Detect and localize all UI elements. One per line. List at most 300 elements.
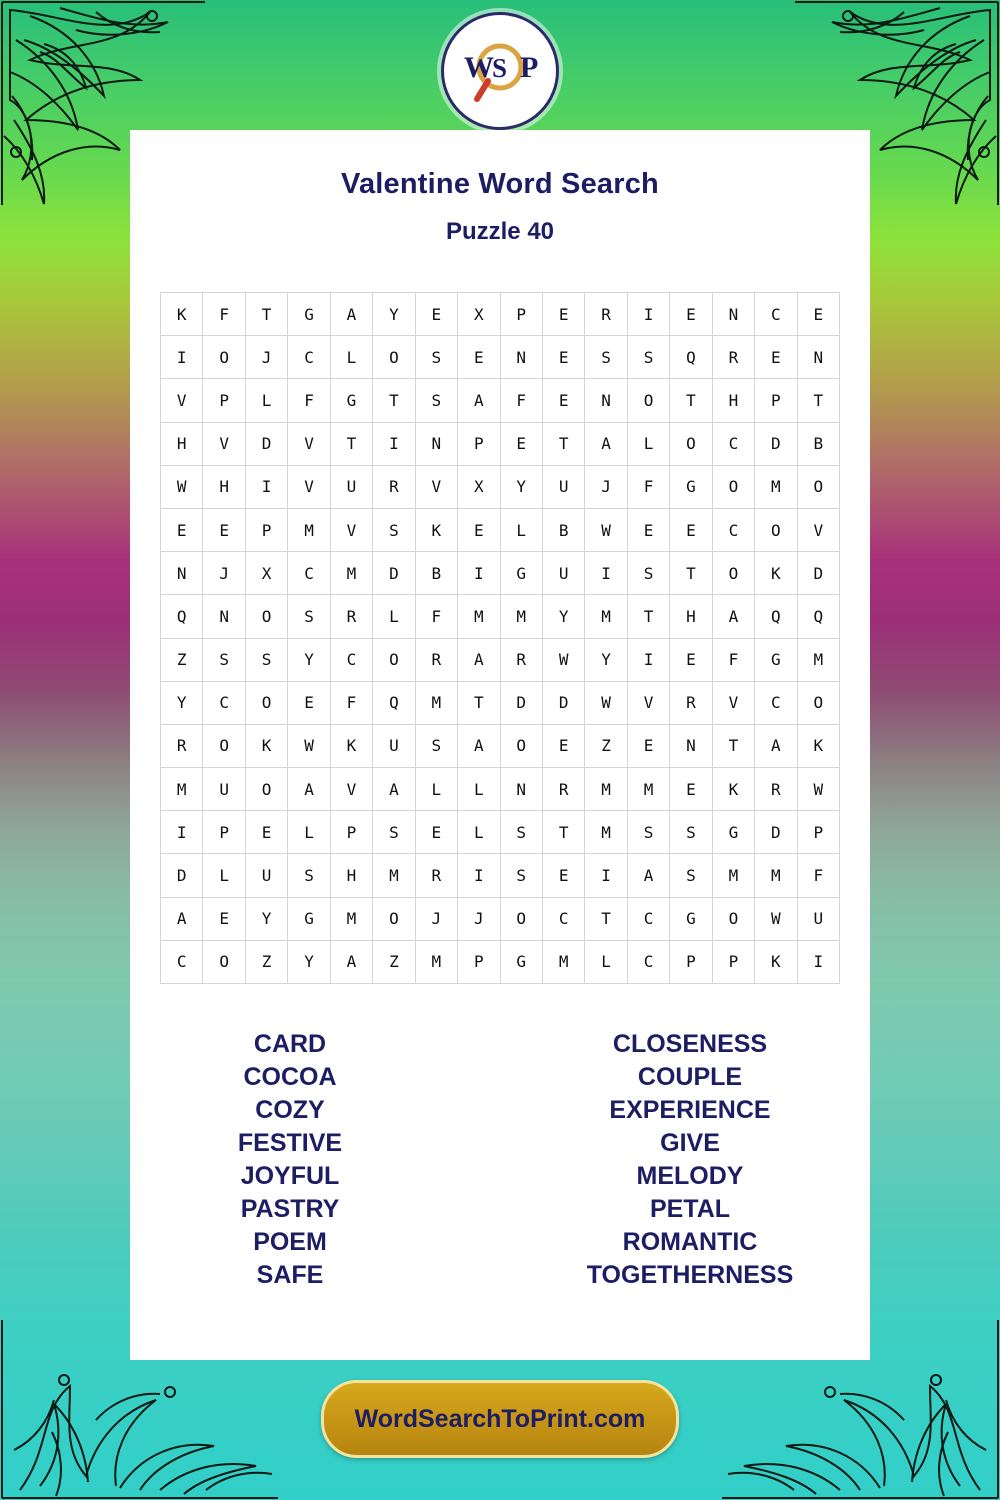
grid-cell[interactable]: E	[542, 336, 584, 379]
grid-cell[interactable]: P	[797, 811, 839, 854]
grid-cell[interactable]: J	[585, 465, 627, 508]
word-list-item[interactable]: SAFE	[256, 1261, 324, 1289]
grid-cell[interactable]: M	[542, 940, 584, 983]
grid-cell[interactable]: O	[245, 768, 287, 811]
grid-cell[interactable]: N	[500, 336, 542, 379]
grid-cell[interactable]: C	[627, 940, 669, 983]
grid-row	[161, 638, 840, 681]
grid-cell[interactable]: G	[712, 811, 754, 854]
grid-cell[interactable]: K	[712, 768, 754, 811]
grid-cell[interactable]: W	[542, 638, 584, 681]
grid-cell[interactable]: K	[755, 940, 797, 983]
grid-row	[161, 336, 840, 379]
word-search-grid-container	[160, 292, 840, 984]
grid-cell[interactable]: S	[627, 552, 669, 595]
grid-cell[interactable]: K	[330, 724, 372, 767]
grid-cell[interactable]: L	[500, 508, 542, 551]
grid-cell[interactable]: D	[755, 811, 797, 854]
grid-cell[interactable]: S	[373, 508, 415, 551]
grid-cell[interactable]: A	[712, 595, 754, 638]
grid-cell[interactable]: B	[797, 422, 839, 465]
grid-cell[interactable]: I	[161, 811, 203, 854]
grid-cell[interactable]: O	[712, 465, 754, 508]
grid-cell[interactable]: E	[542, 724, 584, 767]
grid-cell[interactable]: D	[161, 854, 203, 897]
grid-cell[interactable]: N	[500, 768, 542, 811]
grid-cell[interactable]: E	[670, 293, 712, 336]
grid-cell[interactable]: W	[755, 897, 797, 940]
grid-cell[interactable]: E	[797, 293, 839, 336]
grid-cell[interactable]: S	[500, 854, 542, 897]
word-list-item[interactable]: JOYFUL	[240, 1162, 340, 1190]
grid-cell[interactable]: M	[585, 595, 627, 638]
grid-cell[interactable]: F	[627, 465, 669, 508]
word-list-item[interactable]: FESTIVE	[237, 1129, 343, 1157]
grid-cell[interactable]: L	[245, 379, 287, 422]
grid-cell[interactable]: I	[458, 854, 500, 897]
grid-row	[161, 724, 840, 767]
grid-cell[interactable]: V	[288, 422, 330, 465]
word-list-item[interactable]: TOGETHERNESS	[586, 1261, 794, 1289]
grid-cell[interactable]: R	[755, 768, 797, 811]
grid-cell[interactable]: M	[330, 897, 372, 940]
grid-cell[interactable]: Z	[161, 638, 203, 681]
grid-cell[interactable]: I	[245, 465, 287, 508]
grid-cell[interactable]: E	[458, 336, 500, 379]
grid-cell[interactable]: E	[627, 724, 669, 767]
grid-cell[interactable]: C	[203, 681, 245, 724]
grid-cell[interactable]: H	[203, 465, 245, 508]
word-list-item[interactable]: GIVE	[660, 1129, 720, 1157]
grid-cell[interactable]: S	[373, 811, 415, 854]
grid-cell[interactable]: Q	[797, 595, 839, 638]
grid-cell[interactable]: O	[500, 724, 542, 767]
grid-cell[interactable]: T	[542, 422, 584, 465]
grid-cell[interactable]: M	[161, 768, 203, 811]
grid-cell[interactable]: Y	[161, 681, 203, 724]
website-badge[interactable]	[321, 1380, 679, 1458]
grid-cell[interactable]: C	[755, 681, 797, 724]
grid-cell[interactable]: F	[203, 293, 245, 336]
grid-cell[interactable]: M	[373, 854, 415, 897]
grid-cell[interactable]: O	[203, 724, 245, 767]
grid-cell[interactable]: A	[161, 897, 203, 940]
grid-cell[interactable]: R	[670, 681, 712, 724]
grid-cell[interactable]: G	[500, 552, 542, 595]
grid-cell[interactable]: G	[670, 465, 712, 508]
word-list-item[interactable]: ROMANTIC	[622, 1228, 758, 1256]
grid-cell[interactable]: P	[458, 422, 500, 465]
grid-cell[interactable]: L	[627, 422, 669, 465]
grid-cell[interactable]: P	[203, 379, 245, 422]
grid-row	[161, 552, 840, 595]
grid-cell[interactable]: E	[203, 508, 245, 551]
word-list-item[interactable]: CLOSENESS	[612, 1030, 768, 1058]
grid-cell[interactable]: J	[245, 336, 287, 379]
grid-cell[interactable]: F	[415, 595, 457, 638]
grid-cell[interactable]: E	[670, 638, 712, 681]
grid-cell[interactable]: H	[670, 595, 712, 638]
grid-cell[interactable]: E	[670, 768, 712, 811]
grid-cell[interactable]: O	[245, 681, 287, 724]
grid-cell[interactable]: O	[373, 897, 415, 940]
grid-cell[interactable]: G	[500, 940, 542, 983]
grid-cell[interactable]: L	[288, 811, 330, 854]
grid-cell[interactable]: L	[458, 768, 500, 811]
grid-cell[interactable]: B	[542, 508, 584, 551]
puzzle-sheet	[130, 130, 870, 1360]
grid-cell[interactable]: H	[712, 379, 754, 422]
grid-cell[interactable]: N	[161, 552, 203, 595]
grid-cell[interactable]: F	[288, 379, 330, 422]
grid-cell[interactable]: V	[330, 508, 372, 551]
grid-cell[interactable]: Q	[755, 595, 797, 638]
grid-cell[interactable]: S	[245, 638, 287, 681]
grid-row	[161, 940, 840, 983]
grid-cell[interactable]: O	[203, 336, 245, 379]
grid-cell[interactable]: L	[585, 940, 627, 983]
grid-cell[interactable]: L	[415, 768, 457, 811]
word-list-column-right	[570, 1028, 810, 1292]
word-list-item[interactable]: COZY	[255, 1096, 325, 1124]
grid-cell[interactable]: O	[712, 897, 754, 940]
grid-cell[interactable]: A	[288, 768, 330, 811]
grid-cell[interactable]: P	[670, 940, 712, 983]
grid-cell[interactable]: M	[415, 681, 457, 724]
grid-cell[interactable]: T	[712, 724, 754, 767]
grid-cell[interactable]: A	[330, 940, 372, 983]
grid-cell[interactable]: T	[330, 422, 372, 465]
word-list-item[interactable]: POEM	[253, 1228, 327, 1256]
grid-cell[interactable]: G	[755, 638, 797, 681]
grid-cell[interactable]: R	[330, 595, 372, 638]
grid-cell[interactable]: K	[245, 724, 287, 767]
grid-cell[interactable]: L	[458, 811, 500, 854]
grid-cell[interactable]: S	[627, 811, 669, 854]
grid-cell[interactable]: T	[670, 552, 712, 595]
grid-cell[interactable]: V	[712, 681, 754, 724]
grid-cell[interactable]: V	[797, 508, 839, 551]
grid-cell[interactable]: J	[415, 897, 457, 940]
grid-cell[interactable]: K	[797, 724, 839, 767]
grid-cell[interactable]: C	[288, 552, 330, 595]
grid-row	[161, 379, 840, 422]
grid-cell[interactable]: G	[288, 293, 330, 336]
grid-cell[interactable]: S	[627, 336, 669, 379]
grid-cell[interactable]: A	[458, 638, 500, 681]
grid-cell[interactable]: I	[161, 336, 203, 379]
grid-cell[interactable]: F	[500, 379, 542, 422]
grid-cell[interactable]: W	[585, 681, 627, 724]
grid-cell[interactable]: U	[542, 465, 584, 508]
grid-cell[interactable]: E	[500, 422, 542, 465]
grid-cell[interactable]: E	[542, 293, 584, 336]
grid-cell[interactable]: E	[415, 293, 457, 336]
grid-cell[interactable]: O	[203, 940, 245, 983]
grid-cell[interactable]: W	[288, 724, 330, 767]
grid-cell[interactable]: Y	[373, 293, 415, 336]
grid-cell[interactable]: P	[755, 379, 797, 422]
grid-cell[interactable]: A	[627, 854, 669, 897]
grid-cell[interactable]: G	[330, 379, 372, 422]
grid-cell[interactable]: F	[797, 854, 839, 897]
grid-cell[interactable]: Y	[288, 940, 330, 983]
grid-cell[interactable]: I	[627, 638, 669, 681]
grid-cell[interactable]: L	[330, 336, 372, 379]
page-title: Valentine Word Search	[341, 168, 659, 200]
grid-cell[interactable]: M	[500, 595, 542, 638]
grid-cell[interactable]: Q	[161, 595, 203, 638]
grid-cell[interactable]: Y	[542, 595, 584, 638]
grid-cell[interactable]: D	[500, 681, 542, 724]
grid-cell[interactable]: J	[458, 897, 500, 940]
grid-cell[interactable]: N	[203, 595, 245, 638]
grid-cell[interactable]: U	[330, 465, 372, 508]
grid-cell[interactable]: T	[373, 379, 415, 422]
grid-cell[interactable]: M	[627, 768, 669, 811]
grid-cell[interactable]: Y	[585, 638, 627, 681]
grid-cell[interactable]: R	[542, 768, 584, 811]
svg-text:S: S	[492, 53, 508, 83]
grid-cell[interactable]: E	[245, 811, 287, 854]
grid-cell[interactable]: P	[245, 508, 287, 551]
grid-cell[interactable]: E	[415, 811, 457, 854]
grid-cell[interactable]: R	[161, 724, 203, 767]
grid-cell[interactable]: M	[415, 940, 457, 983]
grid-cell[interactable]: A	[330, 293, 372, 336]
grid-cell[interactable]: W	[161, 465, 203, 508]
grid-cell[interactable]: O	[797, 465, 839, 508]
grid-cell[interactable]: I	[373, 422, 415, 465]
word-list-item[interactable]: CARD	[253, 1030, 327, 1058]
puzzle-number: Puzzle 40	[445, 218, 555, 245]
grid-cell[interactable]: P	[203, 811, 245, 854]
grid-cell[interactable]: R	[585, 293, 627, 336]
word-search-grid[interactable]	[160, 292, 840, 984]
grid-cell[interactable]: P	[330, 811, 372, 854]
grid-cell[interactable]: M	[585, 768, 627, 811]
word-list-item[interactable]: PETAL	[649, 1195, 731, 1223]
grid-cell[interactable]: P	[500, 293, 542, 336]
grid-cell[interactable]: N	[415, 422, 457, 465]
grid-cell[interactable]: J	[203, 552, 245, 595]
grid-cell[interactable]: E	[288, 681, 330, 724]
grid-cell[interactable]: M	[458, 595, 500, 638]
grid-cell[interactable]: V	[161, 379, 203, 422]
grid-row	[161, 811, 840, 854]
grid-cell[interactable]: S	[415, 724, 457, 767]
grid-cell[interactable]: M	[755, 854, 797, 897]
grid-row	[161, 293, 840, 336]
grid-cell[interactable]: N	[670, 724, 712, 767]
grid-cell[interactable]: Y	[288, 638, 330, 681]
grid-cell[interactable]: C	[755, 293, 797, 336]
grid-cell[interactable]: I	[627, 293, 669, 336]
grid-cell[interactable]: F	[712, 638, 754, 681]
grid-cell[interactable]: I	[585, 854, 627, 897]
grid-cell[interactable]: Z	[585, 724, 627, 767]
grid-cell[interactable]: R	[415, 854, 457, 897]
grid-cell[interactable]: M	[797, 638, 839, 681]
grid-cell[interactable]: W	[797, 768, 839, 811]
grid-cell[interactable]: O	[670, 422, 712, 465]
grid-cell[interactable]: G	[670, 897, 712, 940]
grid-cell[interactable]: A	[755, 724, 797, 767]
grid-cell[interactable]: F	[330, 681, 372, 724]
grid-row	[161, 422, 840, 465]
word-list-item[interactable]: PASTRY	[240, 1195, 340, 1223]
grid-cell[interactable]: C	[712, 508, 754, 551]
grid-cell[interactable]: Y	[245, 897, 287, 940]
grid-cell[interactable]: D	[797, 552, 839, 595]
grid-cell[interactable]: B	[415, 552, 457, 595]
grid-row	[161, 465, 840, 508]
grid-cell[interactable]: V	[288, 465, 330, 508]
grid-cell[interactable]: O	[712, 552, 754, 595]
word-list	[130, 1028, 870, 1292]
grid-cell[interactable]: H	[161, 422, 203, 465]
grid-cell[interactable]: C	[330, 638, 372, 681]
grid-cell[interactable]: I	[797, 940, 839, 983]
svg-text:P: P	[520, 51, 539, 84]
grid-cell[interactable]: Q	[670, 336, 712, 379]
grid-cell[interactable]: A	[585, 422, 627, 465]
grid-cell[interactable]: R	[373, 465, 415, 508]
grid-cell[interactable]: D	[373, 552, 415, 595]
grid-cell[interactable]: R	[415, 638, 457, 681]
grid-cell[interactable]: U	[245, 854, 287, 897]
grid-cell[interactable]: M	[755, 465, 797, 508]
word-list-item[interactable]: COUPLE	[637, 1063, 743, 1091]
grid-row	[161, 595, 840, 638]
svg-text:W: W	[464, 51, 494, 84]
grid-cell[interactable]: O	[627, 379, 669, 422]
grid-cell[interactable]: C	[542, 897, 584, 940]
grid-cell[interactable]: U	[542, 552, 584, 595]
grid-cell[interactable]: X	[245, 552, 287, 595]
grid-cell[interactable]: R	[712, 336, 754, 379]
grid-cell[interactable]: N	[585, 379, 627, 422]
grid-cell[interactable]: D	[755, 422, 797, 465]
grid-cell[interactable]: T	[585, 897, 627, 940]
grid-cell[interactable]: T	[797, 379, 839, 422]
grid-cell[interactable]: U	[797, 897, 839, 940]
grid-cell[interactable]: Z	[245, 940, 287, 983]
grid-cell[interactable]: S	[288, 595, 330, 638]
grid-cell[interactable]: O	[245, 595, 287, 638]
grid-cell[interactable]: S	[203, 638, 245, 681]
grid-cell[interactable]: X	[458, 293, 500, 336]
grid-cell[interactable]: C	[627, 897, 669, 940]
grid-cell[interactable]: H	[330, 854, 372, 897]
word-list-item[interactable]: COCOA	[243, 1063, 337, 1091]
grid-cell[interactable]: T	[670, 379, 712, 422]
grid-row	[161, 681, 840, 724]
grid-cell[interactable]: O	[797, 681, 839, 724]
website-label: WordSearchToPrint.com	[354, 1404, 646, 1433]
grid-cell[interactable]: S	[670, 854, 712, 897]
grid-cell[interactable]: V	[627, 681, 669, 724]
word-list-column-left	[190, 1028, 390, 1292]
grid-cell[interactable]: E	[627, 508, 669, 551]
grid-cell[interactable]: C	[288, 336, 330, 379]
grid-cell[interactable]: T	[542, 811, 584, 854]
grid-cell[interactable]: E	[458, 508, 500, 551]
grid-cell[interactable]: A	[458, 379, 500, 422]
grid-cell[interactable]: O	[373, 638, 415, 681]
grid-cell[interactable]: X	[458, 465, 500, 508]
grid-cell[interactable]: E	[161, 508, 203, 551]
grid-cell[interactable]: Y	[500, 465, 542, 508]
grid-cell[interactable]: I	[458, 552, 500, 595]
grid-cell[interactable]: E	[203, 897, 245, 940]
grid-cell[interactable]: K	[161, 293, 203, 336]
grid-cell[interactable]: V	[203, 422, 245, 465]
grid-cell[interactable]: O	[755, 508, 797, 551]
grid-cell[interactable]: P	[712, 940, 754, 983]
grid-cell[interactable]: S	[415, 336, 457, 379]
grid-cell[interactable]: S	[288, 854, 330, 897]
grid-cell[interactable]: M	[330, 552, 372, 595]
grid-cell[interactable]: O	[373, 336, 415, 379]
grid-cell[interactable]: U	[373, 724, 415, 767]
grid-cell[interactable]: S	[415, 379, 457, 422]
grid-cell[interactable]: S	[670, 811, 712, 854]
grid-cell[interactable]: M	[288, 508, 330, 551]
word-list-item[interactable]: EXPERIENCE	[609, 1096, 771, 1124]
grid-cell[interactable]: S	[500, 811, 542, 854]
grid-cell[interactable]: L	[373, 595, 415, 638]
grid-cell[interactable]: E	[542, 379, 584, 422]
grid-cell[interactable]: D	[542, 681, 584, 724]
grid-cell[interactable]: E	[670, 508, 712, 551]
grid-cell[interactable]: V	[330, 768, 372, 811]
grid-cell[interactable]: R	[500, 638, 542, 681]
grid-cell[interactable]: C	[161, 940, 203, 983]
grid-cell[interactable]: Q	[373, 681, 415, 724]
grid-cell[interactable]: Z	[373, 940, 415, 983]
grid-cell[interactable]: G	[288, 897, 330, 940]
grid-cell[interactable]: L	[203, 854, 245, 897]
grid-cell[interactable]: A	[458, 724, 500, 767]
grid-cell[interactable]: T	[245, 293, 287, 336]
grid-cell[interactable]: D	[245, 422, 287, 465]
grid-cell[interactable]: I	[585, 552, 627, 595]
grid-cell[interactable]: N	[712, 293, 754, 336]
grid-cell[interactable]: M	[585, 811, 627, 854]
grid-cell[interactable]: E	[542, 854, 584, 897]
grid-cell[interactable]: M	[712, 854, 754, 897]
grid-cell[interactable]: N	[797, 336, 839, 379]
grid-row	[161, 768, 840, 811]
grid-cell[interactable]: K	[415, 508, 457, 551]
grid-cell[interactable]: E	[755, 336, 797, 379]
grid-cell[interactable]: W	[585, 508, 627, 551]
grid-cell[interactable]: K	[755, 552, 797, 595]
site-logo	[441, 12, 559, 130]
word-list-item[interactable]: MELODY	[636, 1162, 744, 1190]
grid-cell[interactable]: T	[458, 681, 500, 724]
grid-cell[interactable]: T	[627, 595, 669, 638]
grid-cell[interactable]: A	[373, 768, 415, 811]
grid-cell[interactable]: P	[458, 940, 500, 983]
grid-cell[interactable]: S	[585, 336, 627, 379]
grid-row	[161, 897, 840, 940]
grid-cell[interactable]: V	[415, 465, 457, 508]
grid-cell[interactable]: O	[500, 897, 542, 940]
grid-cell[interactable]: C	[712, 422, 754, 465]
grid-cell[interactable]: U	[203, 768, 245, 811]
